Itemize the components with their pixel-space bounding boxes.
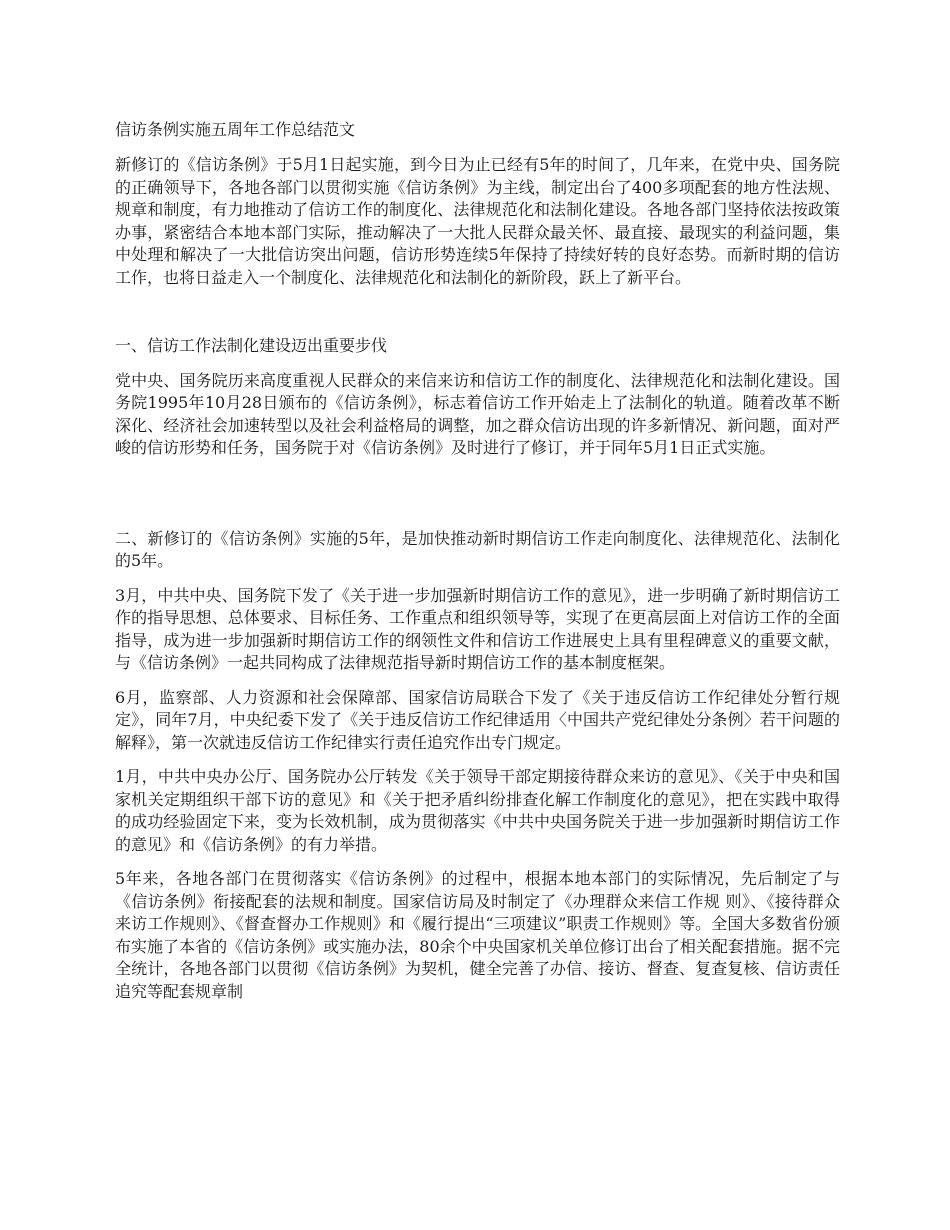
section-2-paragraph: 6月，监察部、人力资源和社会保障部、国家信访局联合下发了《关于违反信访工作纪律处分暂行规定》，同年7月，中央纪委下发了《关于违反信访工作纪律适用〈中国共产党纪律处分条例〉若干问题的解释》，第一次就违反信访工作纪律实行责任追究作出专门规定。 [115, 687, 840, 752]
document-page [115, 118, 840, 1015]
section-1-heading: 一、信访工作法制化建设迈出重要步伐 [115, 336, 388, 355]
document-title: 信访条例实施五周年工作总结范文 [115, 120, 356, 139]
section-2-paragraph: 3月，中共中央、国务院下发了《关于进一步加强新时期信访工作的意见》，进一步明确了新时期信访工作的指导思想、总体要求、目标任务、工作重点和组织领导等，实现了在更高层面上对信访工作的全面指导，成为进一步加强新时期信访工作的纲领性文件和信访工作进展史上具有里程碑意义的重要文献，与《信访条例》一起共同构成了法律规范指导新时期信访工作的基本制度框架。 [115, 585, 840, 672]
section-2-paragraph: 1月，中共中央办公厅、国务院办公厅转发《关于领导干部定期接待群众来访的意见》、《关于中央和国家机关定期组织干部下访的意见》和《关于把矛盾纠纷排查化解工作制度化的意见》，把在实践中取得的成功经验固定下来，变为长效机制，成为贯彻落实《中共中央国务院关于进一步加强新时期信访工作的意见》和《信访条例》的有力举措。 [115, 767, 840, 854]
section-1-paragraph: 党中央、国务院历来高度重视人民群众的来信来访和信访工作的制度化、法律规范化和法制化建设。国务院1995年10月28日颁布的《信访条例》，标志着信访工作开始走上了法制化的轨道。随着改革不断深化、经济社会加速转型以及社会利益格局的调整，加之群众信访出现的许多新情况、新问题，面对严峻的信访形势和任务，国务院于对《信访条例》及时进行了修订，并于同年5月1日正式实施。 [115, 370, 840, 457]
section-2-paragraph: 5年来，各地各部门在贯彻落实《信访条例》的过程中，根据本地本部门的实际情况，先后制定了与《信访条例》衔接配套的法规和制度。国家信访局及时制定了《办理群众来信工作规 则》、《接待群众来访工作规则》、《督查督办工作规则》和《履行提出“三项建议”职责工作规则》等。全国大多数省份颁布实施了本省的《信访条例》或实施办法，80余个中央国家机关单位修订出台了相关配套措施。据不完全统计，各地各部门以贯彻《信访条例》为契机，健全完善了办信、接访、督查、复查复核、信访责任追究等配套规章制 [115, 869, 840, 1001]
spacer [115, 472, 840, 528]
spacer [115, 301, 840, 335]
section-2-heading: 二、新修订的《信访条例》实施的5年，是加快推动新时期信访工作走向制度化、法律规范化、法制化的5年。 [115, 528, 840, 570]
intro-paragraph: 新修订的《信访条例》于5月1日起实施，到今日为止已经有5年的时间了，几年来，在党中央、国务院的正确领导下，各地各部门以贯彻实施《信访条例》为主线，制定出台了400多项配套的地方性法规、规章和制度，有力地推动了信访工作的制度化、法律规范化和法制化建设。各地各部门坚持依法按政策办事，紧密结合本地本部门实际，推动解决了一大批人民群众最关怀、最直接、最现实的利益问题，集中处理和解决了一大批信访突出问题，信访形势连续5年保持了持续好转的良好态势。而新时期的信访工作，也将日益走入一个制度化、法律规范化和法制化的新阶段，跃上了新平台。 [115, 155, 840, 287]
